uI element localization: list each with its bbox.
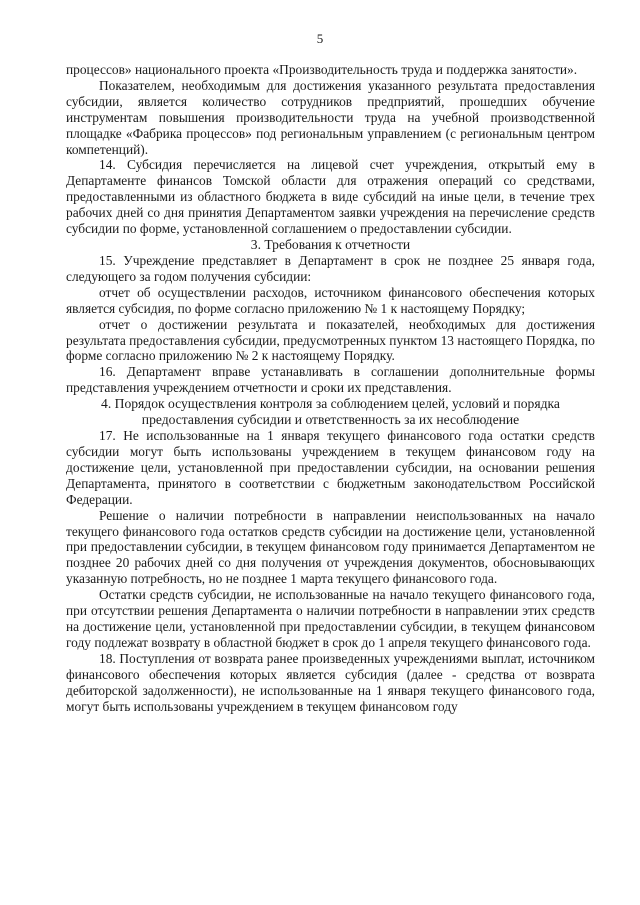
paragraph-16: 16. Департамент вправе устанавливать в соглашении дополнительные формы представления учреждением отчетности и сроки их представления. [66,364,595,396]
section-4-heading-line2: предоставления субсидии и ответственность за их несоблюдение [141,412,520,428]
paragraph-18: 18. Поступления от возврата ранее произведенных учреждениями выплат, источником финансового обеспечения которых является субсидия (далее - средства от возврата дебиторской задолженности), не использованные на 1 января текущего финансового года, могут быть использованы учреждением в текущем финансовом году [66,650,595,714]
paragraph: Решение о наличии потребности в направлении неиспользованных на начало текущего финансового года остатков средств субсидии на достижение цели, установленной при предоставлении субсидии, в текущем финансовом году принимается Департаментом не позднее 20 рабочих дней со дня получения от учреждения документов, обосновывающих указанную потребность, но не позднее 1 марта текущего финансового года. [66,507,595,587]
section-3-heading: 3. Требования к отчетности [250,236,411,252]
paragraph: отчет о достижении результата и показателей, необходимых для достижения результата предоставления субсидии, предусмотренных пунктом 13 настоящего Порядка, по форме согласно приложению № 2 к настоящему Порядку. [66,316,595,364]
paragraph-15: 15. Учреждение представляет в Департамент в срок не позднее 25 января года, следующего за годом получения субсидии: [66,252,595,284]
paragraph: процессов» национального проекта «Производительность труда и поддержка занятости». [66,62,578,77]
paragraph: Показателем, необходимым для достижения указанного результата предоставления субсидии, является количество сотрудников предприятий, прошедших обучение инструментам повышения производительности труда на учебной производственной площадке «Фабрика процессов» под региональным управлением (с региональным центром компетенций). [66,77,595,157]
section-4-heading-line1: 4. Порядок осуществления контроля за соблюдением целей, условий и порядка [101,396,560,412]
document-body [66,62,595,714]
paragraph: отчет об осуществлении расходов, источником финансового обеспечения которых является субсидия, по форме согласно приложению № 1 к настоящему Порядку; [66,284,595,316]
paragraph-17: 17. Не использованные на 1 января текущего финансового года остатки средств субсидии могут быть использованы учреждением в текущем финансовом году на достижение цели, установленной при предоставлении субсидии, на основании решения Департамента, принятого в соответствии с бюджетным законодательством Российской Федерации. [66,428,595,507]
section-4-heading [66,396,595,428]
page-number: 5 [316,31,324,46]
paragraph-14: 14. Субсидия перечисляется на лицевой счет учреждения, открытый ему в Департаменте финансов Томской области для отражения операций со средствами, предоставленными из областного бюджета в виде субсидий на иные цели, в течение трех рабочих дней со дня принятия Департаментом заявки учреждения на перечисление средств субсидии по форме, установленной соглашением о предоставлении субсидии. [66,157,595,237]
paragraph: Остатки средств субсидии, не использованные на начало текущего финансового года, при отсутствии решения Департамента о наличии потребности в направлении этих средств на достижение цели, установленной при предоставлении субсидии, в текущем финансовом году подлежат возврату в областной бюджет в срок до 1 апреля текущего финансового года. [66,587,595,650]
